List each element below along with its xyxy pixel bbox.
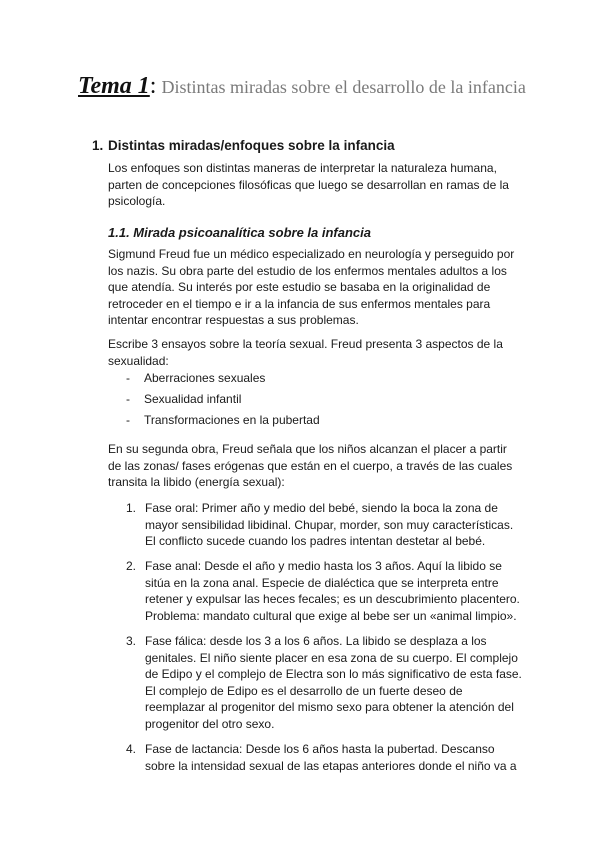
phase-line: Problema: mandato cultural que exige al bebe ser un «animal limpio». <box>145 608 517 623</box>
phase-line: reemplazar al progenitor del mismo sexo para obtener la atención del <box>145 700 514 715</box>
phase-line: sitúa en la zona anal. Especie de dialéctica que se interpreta entre <box>145 575 499 590</box>
list-dash: - <box>126 413 130 427</box>
paragraph-line: Escribe 3 ensayos sobre la teoría sexual. Freud presenta 3 aspectos de la <box>108 337 503 351</box>
phase-line: retener y expulsar las heces fecales; es un descubrimiento placentero. <box>145 592 520 607</box>
title-colon: : <box>149 73 157 99</box>
paragraph-line: psicología. <box>108 194 166 209</box>
title-tema: Tema 1 <box>78 73 150 99</box>
paragraph-line: parten de concepciones filosóficas que luego se desarrollan en ramas de la <box>108 177 509 192</box>
phase-line: de Edipo y el complejo de Electra son lo más significativo de esta fase. <box>145 667 522 682</box>
subsection-heading: 1.1. Mirada psicoanalítica sobre la infancia <box>108 225 371 240</box>
phase-line: mayor sensibilidad libidinal. Chupar, morder, son muy características. <box>145 517 514 532</box>
paragraph-line: Sigmund Freud fue un médico especializado en neurología y perseguido por <box>108 247 515 261</box>
paragraph-line: retroceder en el tiempo e ir a la infancia de sus enfermos mentales para <box>108 296 491 311</box>
phase-number: 3. <box>126 634 137 648</box>
phase-line: genitales. El niño siente placer en esa zona de su cuerpo. El complejo <box>145 650 518 665</box>
list-item <box>126 413 320 427</box>
list-item-text: Sexualidad infantil <box>144 392 242 406</box>
paragraph-line: Los enfoques son distintas maneras de interpretar la naturaleza humana, <box>108 161 497 175</box>
title-subtitle: Distintas miradas sobre el desarrollo de la infancia <box>161 77 526 97</box>
phase-line: Fase anal: Desde el año y medio hasta los 3 años. Aquí la libido se <box>145 559 502 573</box>
paragraph-line: transita la libido (energía sexual): <box>108 475 285 490</box>
essays-paragraph <box>108 336 528 369</box>
section-heading: Distintas miradas/enfoques sobre la infancia <box>108 138 395 153</box>
list-item-text: Aberraciones sexuales <box>144 371 266 385</box>
list-item <box>126 371 265 385</box>
phase-line: Fase fálica: desde los 3 a los 6 años. La libido se desplaza a los <box>145 634 487 648</box>
list-dash: - <box>126 371 130 385</box>
page-title <box>78 73 526 100</box>
paragraph-line: los nazis. Su obra parte del estudio de los enfermos mentales adultos a los <box>108 263 507 278</box>
phase-line: Fase de lactancia: Desde los 6 años hasta la pubertad. Descanso <box>145 742 495 756</box>
second-work-paragraph <box>108 441 528 491</box>
paragraph-line: sexualidad: <box>108 353 169 368</box>
phase-line: sobre la intensidad sexual de las etapas anteriores donde el niño va a <box>145 758 517 773</box>
paragraph-line: En su segunda obra, Freud señala que los niños alcanzan el placer a partir <box>108 442 507 456</box>
paragraph-line: intentar encontrar respuestas a sus problemas. <box>108 313 359 328</box>
phase-number: 2. <box>126 559 137 573</box>
section-intro-paragraph <box>108 160 528 210</box>
section-number: 1. <box>92 138 104 153</box>
phase-line: Fase oral: Primer año y medio del bebé, siendo la boca la zona de <box>145 501 498 515</box>
paragraph-line: de las zonas/ fases erógenas que están en el cuerpo, a través de las cuales <box>108 458 513 473</box>
phase-number: 4. <box>126 742 137 756</box>
phase-line: El complejo de Edipo es el desarrollo de un fuerte deseo de <box>145 683 463 698</box>
phase-line: progenitor del otro sexo. <box>145 716 275 731</box>
paragraph-line: que atendía. Su interés por este estudio se basaba en la originalidad de <box>108 280 491 295</box>
list-item-text: Transformaciones en la pubertad <box>144 413 320 427</box>
list-item <box>126 392 241 406</box>
phase-line: El conflicto sucede cuando los padres intentan destetar al bebé. <box>145 534 486 549</box>
freud-intro-paragraph <box>108 246 528 329</box>
list-dash: - <box>126 392 130 406</box>
phase-number: 1. <box>126 501 137 515</box>
